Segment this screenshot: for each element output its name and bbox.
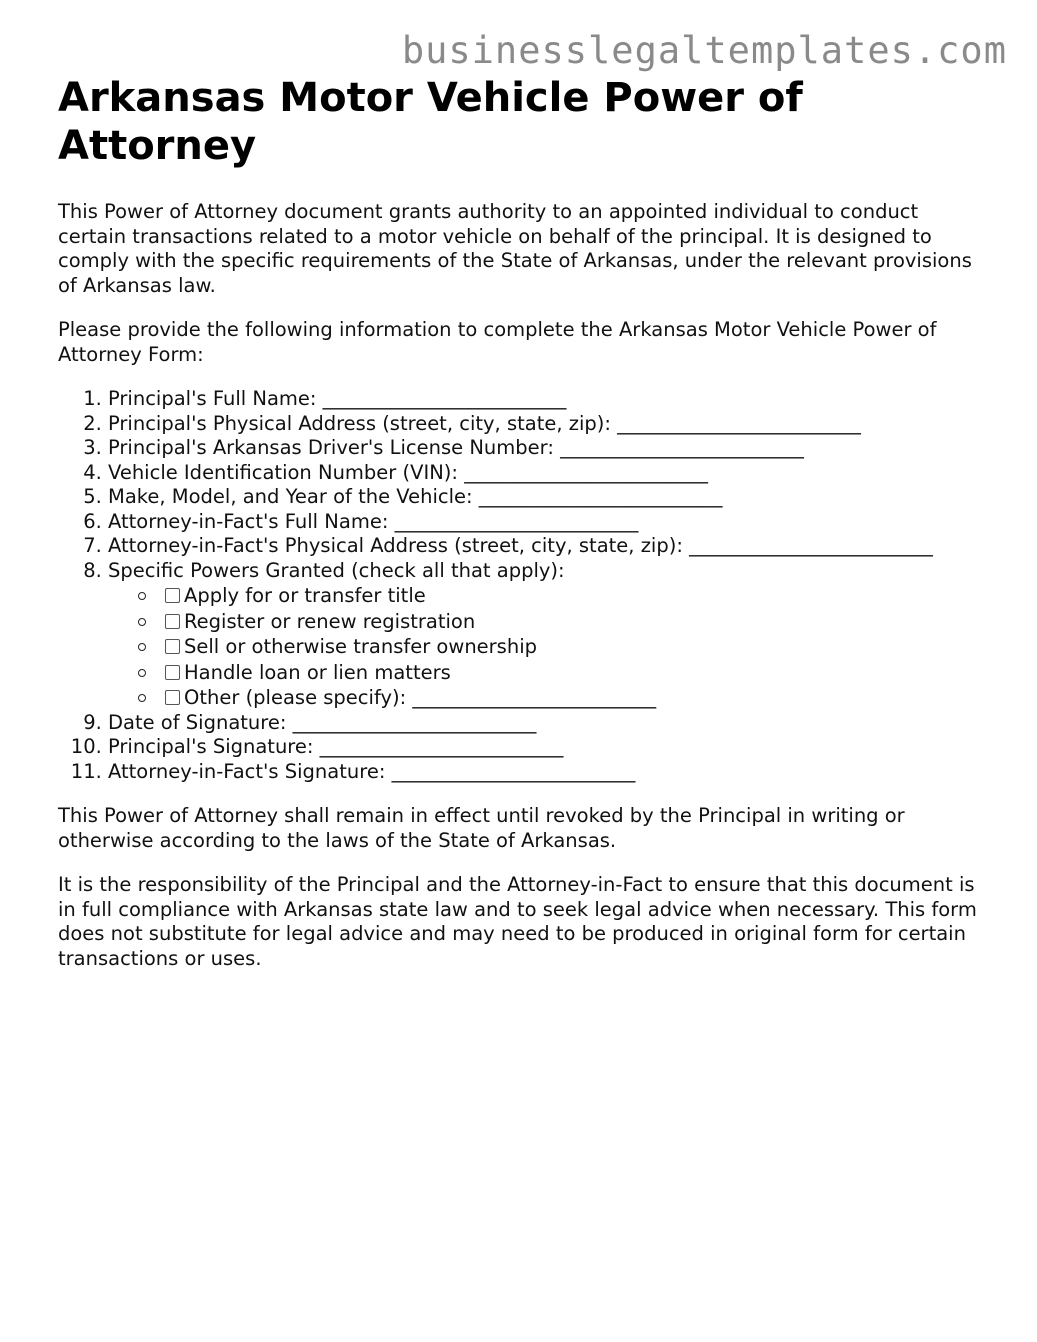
fill-in-blank[interactable]: _________________________: [322, 387, 567, 410]
effect-paragraph: This Power of Attorney shall remain in effect until revoked by the Principal in writing or otherwise according to the laws of the State of Arkansas.: [58, 804, 905, 852]
circle-bullet-icon: [138, 669, 146, 677]
checkbox-icon[interactable]: [165, 690, 180, 705]
field-label: Make, Model, and Year of the Vehicle:: [108, 485, 473, 508]
instructions-paragraph: Please provide the following information to complete the Arkansas Motor Vehicle Power of Attorney Form:: [58, 318, 937, 366]
field-label: Specific Powers Granted (check all that apply):: [108, 558, 565, 582]
field-make-model-year: [108, 485, 988, 510]
fill-in-blank[interactable]: _________________________: [478, 485, 723, 508]
field-attorney-signature: [108, 760, 988, 785]
field-label: Attorney-in-Fact's Full Name:: [108, 509, 389, 533]
power-label: Handle loan or lien matters: [184, 660, 451, 684]
field-label: Principal's Physical Address (street, city, state, zip):: [108, 411, 611, 435]
field-principal-signature: [108, 735, 988, 760]
power-option-registration: [138, 609, 988, 635]
power-option-other: [138, 685, 988, 711]
field-vin: [108, 461, 988, 486]
power-option-sell: [138, 634, 988, 660]
form-fields-list: [58, 387, 988, 784]
power-label: Register or renew registration: [184, 609, 476, 633]
circle-bullet-icon: [138, 618, 146, 626]
checkbox-icon[interactable]: [165, 639, 180, 654]
field-attorney-name: [108, 510, 988, 535]
fill-in-blank[interactable]: _________________________: [689, 534, 933, 557]
responsibility-paragraph: It is the responsibility of the Principal and the Attorney-in-Fact to ensure that this document is in full compliance with Arkansas state law and to seek legal advice when necessary. This form does not substitute for legal advice and may need to be produced in original form for certain transactions or uses.: [58, 873, 977, 970]
fill-in-blank[interactable]: _________________________: [412, 686, 657, 709]
powers-checklist: [108, 583, 988, 711]
fill-in-blank[interactable]: _________________________: [394, 509, 639, 533]
fill-in-blank[interactable]: _________________________: [319, 735, 564, 758]
circle-bullet-icon: [138, 694, 146, 702]
power-label: Other (please specify):: [184, 686, 407, 709]
intro-paragraph: This Power of Attorney document grants authority to an appointed individual to conduct certain transactions related to a motor vehicle on behalf of the principal. It is designed to comply with the specific requirements of the State of Arkansas, under the relevant provisions of Arkansas law.: [58, 200, 972, 297]
checkbox-icon[interactable]: [165, 665, 180, 680]
field-drivers-license: [108, 436, 988, 461]
field-label: Date of Signature:: [108, 710, 287, 734]
fill-in-blank[interactable]: _________________________: [292, 710, 537, 734]
field-label: Principal's Full Name:: [108, 387, 317, 410]
circle-bullet-icon: [138, 592, 146, 600]
fill-in-blank[interactable]: _________________________: [464, 460, 708, 484]
field-principal-name: [108, 387, 988, 412]
power-label: Apply for or transfer title: [184, 584, 426, 607]
fill-in-blank[interactable]: _________________________: [617, 411, 861, 435]
power-option-title: [138, 583, 988, 609]
field-specific-powers: [108, 559, 988, 711]
circle-bullet-icon: [138, 643, 146, 651]
field-date-of-signature: [108, 711, 988, 736]
field-label: Attorney-in-Fact's Physical Address (street, city, state, zip):: [108, 534, 683, 557]
fill-in-blank[interactable]: _________________________: [560, 436, 804, 459]
field-principal-address: [108, 412, 988, 437]
page-title: Arkansas Motor Vehicle Power of Attorney: [58, 75, 803, 169]
watermark: businesslegaltemplates.com: [401, 29, 1007, 72]
power-option-loan-lien: [138, 660, 988, 686]
power-label: Sell or otherwise transfer ownership: [184, 635, 537, 658]
fill-in-blank[interactable]: _________________________: [391, 759, 636, 783]
document-body: [58, 74, 988, 991]
field-label: Attorney-in-Fact's Signature:: [108, 759, 386, 783]
checkbox-icon[interactable]: [165, 614, 180, 629]
field-attorney-address: [108, 534, 988, 559]
field-label: Principal's Signature:: [108, 735, 314, 758]
checkbox-icon[interactable]: [165, 588, 180, 603]
field-label: Principal's Arkansas Driver's License Number:: [108, 436, 554, 459]
field-label: Vehicle Identification Number (VIN):: [108, 460, 458, 484]
